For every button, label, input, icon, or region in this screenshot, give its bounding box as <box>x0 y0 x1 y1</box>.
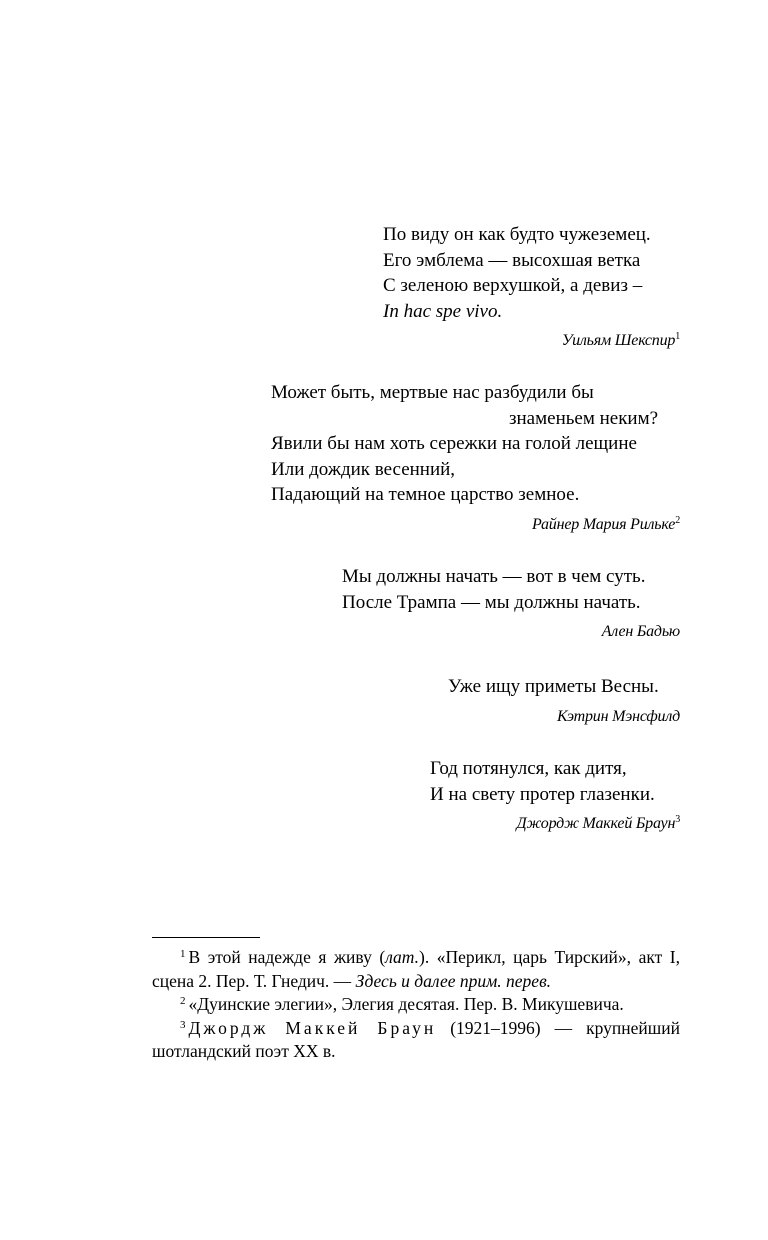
epigraph-rilke <box>271 380 680 536</box>
verse-line: Уже ищу приметы Весны. <box>448 676 659 697</box>
epigraph-author <box>342 621 680 643</box>
footnote-2 <box>152 993 680 1017</box>
epigraph-shakespeare <box>383 222 680 352</box>
footnote-text: (1921–1996) — крупнейший шотландский поэт XX в. <box>152 1017 681 1061</box>
epigraph-author <box>448 706 680 728</box>
footnote-number: 3 <box>180 1018 186 1031</box>
epigraph-badiou <box>342 564 680 643</box>
footnote-1 <box>152 946 680 993</box>
epigraph-author <box>383 330 680 352</box>
epigraph-author <box>271 514 680 536</box>
verse-line: И на свету протер глазенки. <box>430 783 655 805</box>
footnote-divider <box>152 937 260 938</box>
footnote-text: В этой надежде я живу ( <box>188 947 386 967</box>
footnote-text: «Дуинские элегии», Элегия десятая. Пер. В. Микушевича. <box>188 994 624 1014</box>
verse-line: После Трампа — мы должны начать. <box>342 591 641 613</box>
footnote-ref[interactable]: 1 <box>675 331 680 342</box>
footnotes <box>152 946 680 1064</box>
verse-line: По виду он как будто чужеземец. <box>383 224 651 245</box>
footnote-ref[interactable]: 3 <box>675 814 680 825</box>
verse-line: Или дождик весенний, <box>271 458 456 480</box>
verse-line: Падающий на темное царство земное. <box>271 484 580 505</box>
epigraph-mansfield <box>448 674 680 728</box>
epigraph-brown <box>430 756 680 835</box>
footnote-number: 1 <box>180 948 186 960</box>
verse-line-latin: In hac spe vivo. <box>383 300 503 322</box>
author-name: Ален Бадью <box>601 623 680 640</box>
verse-line: Мы должны начать — вот в чем суть. <box>342 566 646 587</box>
footnote-person-name: Джордж Маккей Браун <box>188 1017 437 1038</box>
footnote-text: ). «Перикл, царь Тирский», акт I, сцена 2. Пер. Т. Гнедич. — <box>152 947 680 991</box>
epigraph-author <box>430 813 680 835</box>
author-name: Кэтрин Мэнсфилд <box>556 707 680 725</box>
verse-line: Явили бы нам хоть сережки на голой лещине <box>271 433 637 454</box>
author-name: Уильям Шекспир <box>561 332 676 349</box>
author-name: Джордж Маккей Браун <box>516 815 676 832</box>
author-name: Райнер Мария Рильке <box>532 515 676 533</box>
verse-line: Год потянулся, как дитя, <box>430 758 627 779</box>
verse-line: Его эмблема — высохшая ветка <box>383 249 641 271</box>
verse-line: знаменьем неким? <box>509 407 659 429</box>
footnote-text-italic: лат. <box>385 947 420 967</box>
footnote-number: 2 <box>180 995 186 1007</box>
footnote-text-italic: Здесь и далее прим. перев. <box>355 970 552 991</box>
footnote-3 <box>152 1017 680 1064</box>
verse-line: С зеленою верхушкой, а девиз – <box>383 275 643 296</box>
footnote-ref[interactable]: 2 <box>675 514 680 526</box>
verse-line: Может быть, мертвые нас разбудили бы <box>271 382 594 403</box>
